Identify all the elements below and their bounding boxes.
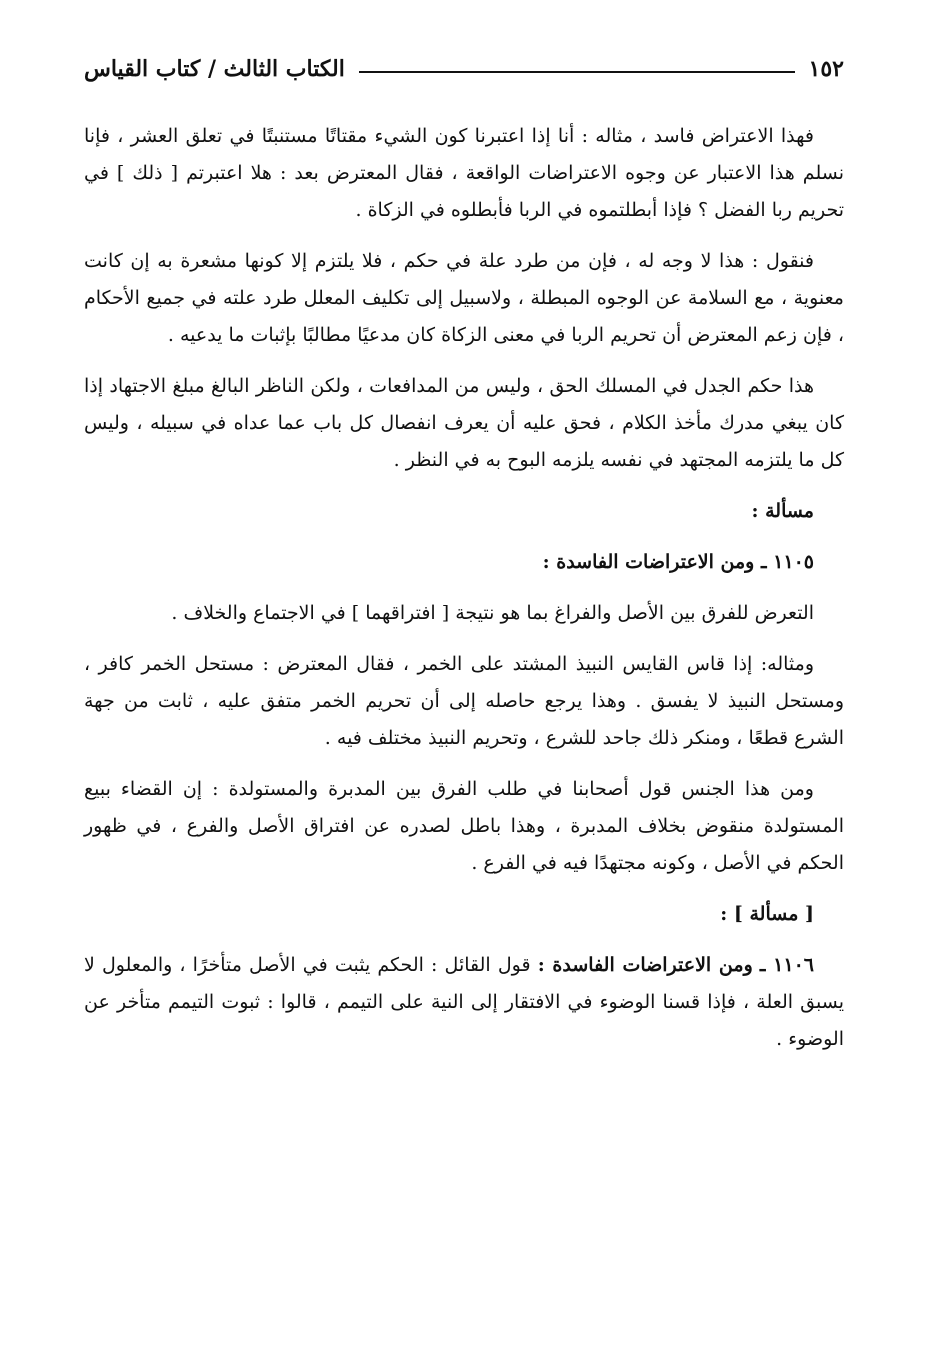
paragraph: ومثاله: إذا قاس القايس النبيذ المشتد على الخمر ، فقال المعترض : مستحل الخمر كافر ، ومستحل النبيذ لا يفسق . وهذا يرجع حاصله إلى أن تحريم الخمر متفق عليه ، ثابت من جهة الشرع قطعًا ، ومنكر ذلك جاحد للشرع ، وتحريم النبيذ مختلف فيه .	[84, 653, 844, 749]
issue-heading: [ مسألة ] :	[720, 903, 814, 925]
paragraph: ومن هذا الجنس قول أصحابنا في طلب الفرق بين المدبرة والمستولدة : إن القضاء ببيع المستولدة منقوض بخلاف المدبرة ، وهذا باطل لصدره عن افتراق الأصل والفرع ، في ظهور الحكم في الأصل ، وكونه مجتهدًا فيه في الفرع .	[84, 778, 844, 874]
section-title: ومن الاعتراضات الفاسدة :	[542, 551, 755, 573]
issue-heading: مسألة :	[751, 500, 814, 522]
paragraph: هذا حكم الجدل في المسلك الحق ، وليس من المدافعات ، ولكن الناظر البالغ مبلغ الاجتهاد إذا كان يبغي مدرك مأخذ الكلام ، فحق عليه أن يعرف انفصال كل باب عما عداه في سبيله ، وليس كل ما يلتزمه المجتهد في نفسه يلزمه البوح به في النظر .	[84, 375, 844, 471]
paragraph: فنقول : هذا لا وجه له ، فإن من طرد علة في حكم ، فلا يلتزم إلا كونها مشعرة به إن كانت معنوية ، مع السلامة عن الوجوه المبطلة ، ولاسبيل إلى تكليف المعلل طرد علته في جميع الأحكام ، فإن زعم المعترض أن تحريم الربا في معنى الزكاة كان مدعيًا مطالبًا بإثبات ما يدعيه .	[84, 250, 844, 346]
section-title: ومن الاعتراضات الفاسدة :	[537, 954, 753, 976]
paragraph: فهذا الاعتراض فاسد ، مثاله : أنا إذا اعتبرنا كون الشيء مقتاتًا مستنبتًا في تعلق العشر ، فإنا نسلم هذا الاعتبار عن وجوه الاعتراضات الواقعة ، فقال المعترض بعد : هلا اعتبرتم [ ذلك ] في تحريم ربا الفضل ؟ فإذا أبطلتموه في الربا فأبطلوه في الزكاة .	[84, 125, 844, 221]
section-number: ١١٠٥ ـ	[760, 551, 814, 573]
paragraph: التعرض للفرق بين الأصل والفراغ بما هو نتيجة [ افتراقهما ] في الاجتماع والخلاف .	[171, 602, 814, 624]
section-text: قول القائل : الحكم يثبت في الأصل متأخرًا ، والمعلول لا يسبق العلة ، فإذا قسنا الوضوء في الافتقار إلى النية على التيمم ، قالوا : ثبوت التيمم متأخر عن الوضوء .	[84, 954, 844, 1050]
book-page	[84, 40, 844, 1340]
section-number: ١١٠٦ ـ	[759, 954, 814, 976]
page-header	[84, 40, 844, 98]
page-number: ١٥٢	[808, 56, 844, 82]
section-heading-1105	[84, 544, 844, 581]
running-title: الكتاب الثالث / كتاب القياس	[84, 56, 345, 82]
body-text	[84, 118, 844, 1072]
section-paragraph-1106	[84, 947, 844, 1058]
header-rule	[359, 71, 795, 73]
